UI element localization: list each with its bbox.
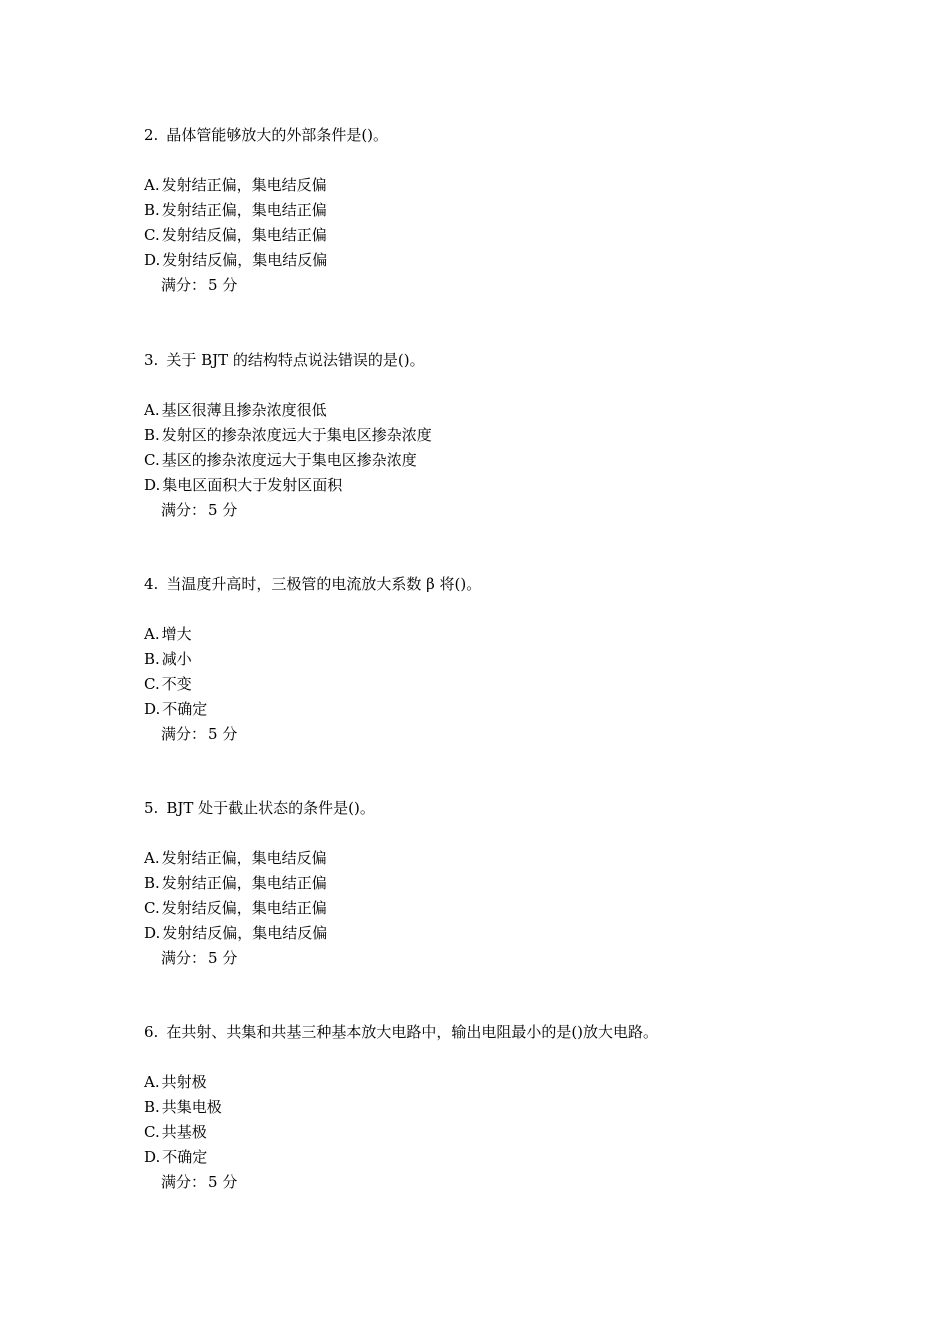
option-text: 基区的掺杂浓度远大于集电区掺杂浓度 — [161, 451, 417, 469]
option-letter: C. — [144, 1123, 160, 1141]
option-text: 发射结正偏，集电结正偏 — [161, 201, 327, 219]
question-stem — [144, 123, 824, 148]
option-letter: C. — [144, 226, 160, 244]
question-3 — [144, 348, 824, 523]
option-letter: B. — [144, 1098, 160, 1116]
question-text: 当温度升高时，三极管的电流放大系数 β 将()。 — [166, 575, 482, 593]
option-text: 发射结反偏，集电结反偏 — [162, 251, 328, 269]
option-text: 共基极 — [161, 1123, 207, 1141]
option-text: 减小 — [161, 650, 192, 668]
option-a — [144, 846, 824, 871]
score-value: 5 分 — [208, 725, 238, 743]
option-c — [144, 896, 824, 921]
option-d — [144, 921, 824, 946]
question-stem — [144, 796, 824, 821]
score-value: 5 分 — [208, 1173, 238, 1191]
option-text: 发射结反偏，集电结正偏 — [161, 226, 327, 244]
option-letter: D. — [144, 251, 161, 269]
score-line — [144, 498, 824, 523]
score-label: 满分： — [161, 1173, 207, 1191]
option-text: 基区很薄且掺杂浓度很低 — [161, 401, 327, 419]
option-text: 发射结反偏，集电结正偏 — [161, 899, 327, 917]
option-letter: A. — [144, 625, 160, 643]
option-text: 不确定 — [162, 700, 208, 718]
option-letter: D. — [144, 924, 161, 942]
option-letter: A. — [144, 1073, 160, 1091]
option-letter: B. — [144, 201, 160, 219]
option-d — [144, 1145, 824, 1170]
score-value: 5 分 — [208, 501, 238, 519]
score-label: 满分： — [161, 501, 207, 519]
option-text: 集电区面积大于发射区面积 — [162, 476, 343, 494]
question-number: 4. — [144, 575, 159, 593]
option-letter: B. — [144, 426, 160, 444]
option-list — [144, 846, 824, 971]
question-number: 3. — [144, 351, 159, 369]
question-2 — [144, 123, 824, 298]
option-letter: A. — [144, 401, 160, 419]
score-label: 满分： — [161, 276, 207, 294]
question-number: 2. — [144, 126, 159, 144]
option-a — [144, 1070, 824, 1095]
question-stem — [144, 1020, 824, 1045]
question-4 — [144, 572, 824, 747]
option-c — [144, 448, 824, 473]
score-label: 满分： — [161, 949, 207, 967]
option-text: 发射结正偏，集电结反偏 — [161, 849, 327, 867]
question-number: 6. — [144, 1023, 159, 1041]
score-value: 5 分 — [208, 276, 238, 294]
option-text: 不确定 — [162, 1148, 208, 1166]
option-c — [144, 1120, 824, 1145]
option-letter: B. — [144, 650, 160, 668]
option-c — [144, 223, 824, 248]
question-5 — [144, 796, 824, 971]
score-value: 5 分 — [208, 949, 238, 967]
question-stem — [144, 348, 824, 373]
option-d — [144, 248, 824, 273]
option-text: 发射结正偏，集电结正偏 — [161, 874, 327, 892]
option-text: 发射结反偏，集电结反偏 — [162, 924, 328, 942]
option-b — [144, 647, 824, 672]
option-text: 发射结正偏，集电结反偏 — [161, 176, 327, 194]
option-d — [144, 697, 824, 722]
option-text: 不变 — [161, 675, 192, 693]
option-list — [144, 622, 824, 747]
score-label: 满分： — [161, 725, 207, 743]
option-b — [144, 198, 824, 223]
option-a — [144, 622, 824, 647]
question-6 — [144, 1020, 824, 1195]
score-line — [144, 722, 824, 747]
score-line — [144, 946, 824, 971]
question-text: 晶体管能够放大的外部条件是()。 — [166, 126, 389, 144]
question-text: 关于 BJT 的结构特点说法错误的是()。 — [166, 351, 425, 369]
option-letter: B. — [144, 874, 160, 892]
option-letter: C. — [144, 675, 160, 693]
option-letter: A. — [144, 176, 160, 194]
option-d — [144, 473, 824, 498]
option-text: 发射区的掺杂浓度远大于集电区掺杂浓度 — [161, 426, 432, 444]
option-list — [144, 1070, 824, 1195]
option-letter: A. — [144, 849, 160, 867]
option-b — [144, 423, 824, 448]
score-line — [144, 273, 824, 298]
option-text: 共集电极 — [161, 1098, 222, 1116]
option-a — [144, 173, 824, 198]
option-text: 共射极 — [161, 1073, 207, 1091]
option-c — [144, 672, 824, 697]
option-text: 增大 — [161, 625, 192, 643]
option-list — [144, 398, 824, 523]
option-letter: D. — [144, 1148, 161, 1166]
option-b — [144, 1095, 824, 1120]
option-list — [144, 173, 824, 298]
question-text: 在共射、共集和共基三种基本放大电路中，输出电阻最小的是()放大电路。 — [166, 1023, 659, 1041]
option-letter: D. — [144, 476, 161, 494]
option-letter: D. — [144, 700, 161, 718]
question-number: 5. — [144, 799, 159, 817]
score-line — [144, 1170, 824, 1195]
option-b — [144, 871, 824, 896]
option-a — [144, 398, 824, 423]
question-text: BJT 处于截止状态的条件是()。 — [166, 799, 375, 817]
option-letter: C. — [144, 451, 160, 469]
option-letter: C. — [144, 899, 160, 917]
question-stem — [144, 572, 824, 597]
